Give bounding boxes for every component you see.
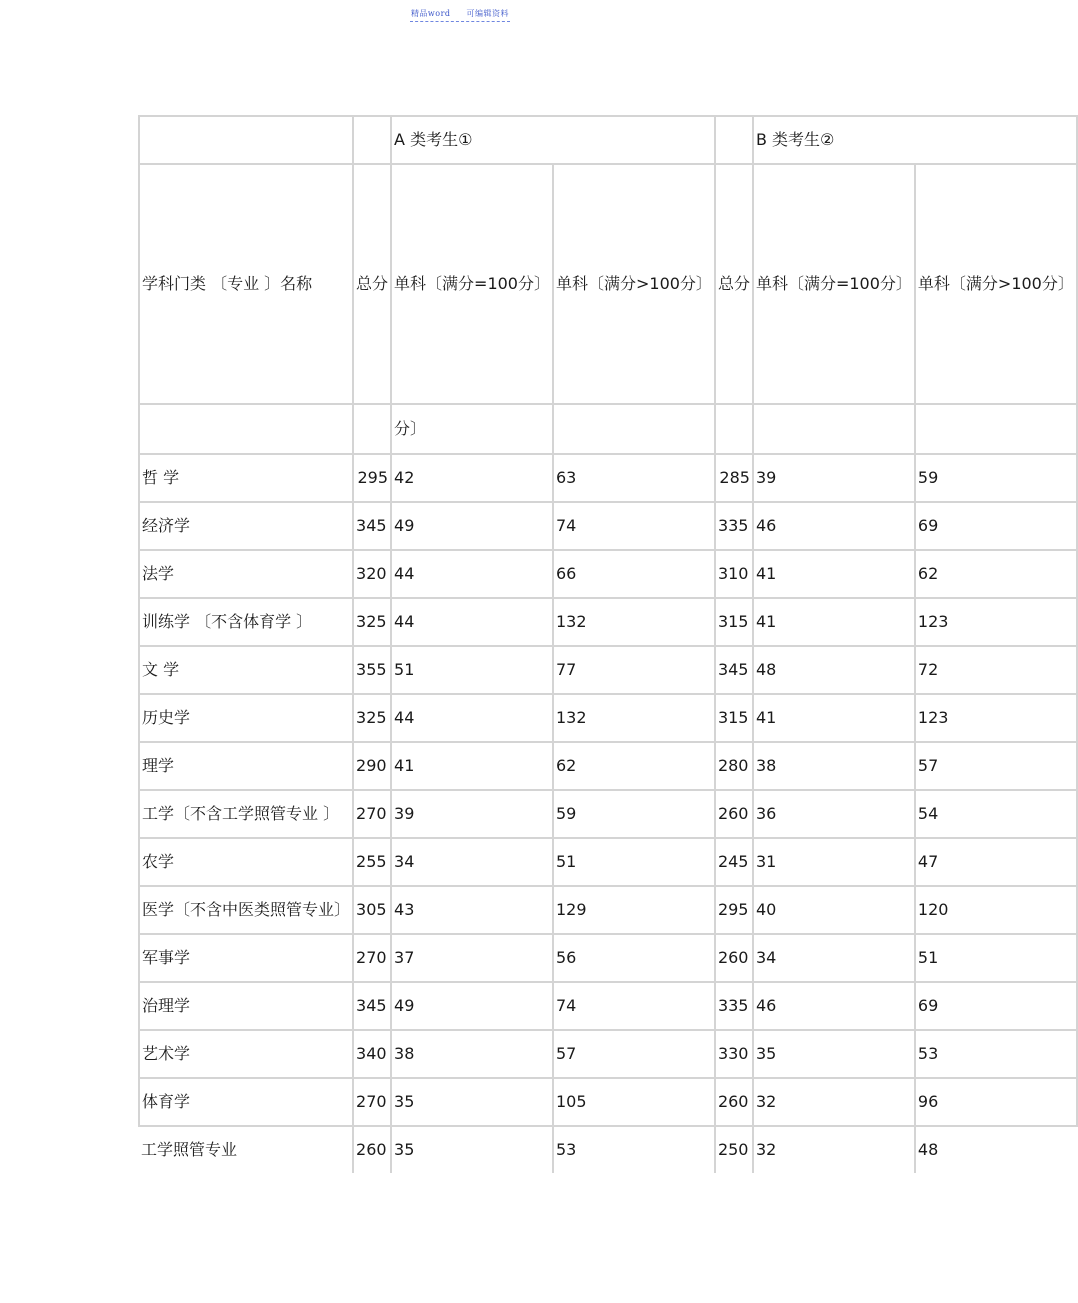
cell-b-single-gt100: 96 (915, 1078, 1077, 1126)
cell-a-single-gt100: 77 (553, 646, 715, 694)
cell-a-single-le100: 42 (391, 454, 553, 502)
header-blank-a-total (353, 116, 391, 164)
cell-a-total: 270 (353, 934, 391, 982)
cell-b-single-le100: 35 (753, 1030, 915, 1078)
cell-subject-name: 农学 (139, 838, 353, 886)
table-row (139, 454, 1077, 502)
cell-a-single-le100: 38 (391, 1030, 553, 1078)
header-a-total: 总分 (353, 164, 391, 404)
cell-a-single-le100: 51 (391, 646, 553, 694)
cell-b-single-le100: 31 (753, 838, 915, 886)
cell-subject-name: 哲 学 (139, 454, 353, 502)
spacer-cell (715, 404, 753, 454)
cell-a-single-gt100: 105 (553, 1078, 715, 1126)
cell-a-single-le100: 39 (391, 790, 553, 838)
spacer-cell (139, 404, 353, 454)
header-a-single-tail: 分〕 (391, 404, 553, 454)
header-subject-name: 学科门类 〔专业 〕名称 (139, 164, 353, 404)
table-row (139, 790, 1077, 838)
cell-b-single-gt100: 54 (915, 790, 1077, 838)
cell-b-single-gt100: 48 (915, 1126, 1077, 1173)
header-a-single-gt100: 单科〔满分>100分〕 (553, 164, 715, 404)
cell-a-total: 270 (353, 1078, 391, 1126)
table-body (139, 454, 1077, 1173)
table-row (139, 838, 1077, 886)
spacer-cell (353, 404, 391, 454)
cell-a-single-gt100: 59 (553, 790, 715, 838)
cell-a-single-le100: 44 (391, 598, 553, 646)
cell-b-single-le100: 32 (753, 1078, 915, 1126)
cell-b-total: 250 (715, 1126, 753, 1173)
cell-b-total: 285 (715, 454, 753, 502)
cell-b-single-gt100: 123 (915, 598, 1077, 646)
cell-subject-name: 经济学 (139, 502, 353, 550)
cell-a-total: 320 (353, 550, 391, 598)
table-row (139, 646, 1077, 694)
header-blank-name (139, 116, 353, 164)
cell-subject-name: 艺术学 (139, 1030, 353, 1078)
header-b-total: 总分 (715, 164, 753, 404)
table-row (139, 742, 1077, 790)
cell-b-single-gt100: 123 (915, 694, 1077, 742)
cell-b-total: 315 (715, 694, 753, 742)
header-blank-b-total (715, 116, 753, 164)
header-group-a: A 类考生① (391, 116, 715, 164)
cell-a-total: 325 (353, 694, 391, 742)
cell-b-single-le100: 48 (753, 646, 915, 694)
cell-a-single-gt100: 53 (553, 1126, 715, 1173)
cell-a-total: 255 (353, 838, 391, 886)
cell-b-single-le100: 38 (753, 742, 915, 790)
watermark (0, 8, 920, 19)
cell-subject-name: 治理学 (139, 982, 353, 1030)
cell-b-single-gt100: 72 (915, 646, 1077, 694)
cell-a-single-le100: 43 (391, 886, 553, 934)
cell-a-single-gt100: 129 (553, 886, 715, 934)
cell-a-single-gt100: 57 (553, 1030, 715, 1078)
cell-b-total: 260 (715, 934, 753, 982)
header-b-single-le100: 单科〔满分=100分〕 (753, 164, 915, 404)
cell-b-single-le100: 40 (753, 886, 915, 934)
watermark-right: 可编辑资料 (466, 9, 510, 18)
watermark-underline (410, 21, 510, 22)
cell-subject-name: 历史学 (139, 694, 353, 742)
spacer-cell (753, 404, 915, 454)
spacer-cell (915, 404, 1077, 454)
table-row (139, 982, 1077, 1030)
cell-b-single-gt100: 47 (915, 838, 1077, 886)
cell-a-total: 260 (353, 1126, 391, 1173)
table-row (139, 502, 1077, 550)
cell-b-total: 330 (715, 1030, 753, 1078)
table-row (139, 1078, 1077, 1126)
cell-subject-name: 工学〔不含工学照管专业 〕 (139, 790, 353, 838)
cell-b-total: 310 (715, 550, 753, 598)
cell-b-single-gt100: 51 (915, 934, 1077, 982)
cell-b-single-gt100: 69 (915, 502, 1077, 550)
cell-a-total: 270 (353, 790, 391, 838)
cell-a-total: 345 (353, 502, 391, 550)
cell-a-single-le100: 44 (391, 550, 553, 598)
cell-b-single-le100: 46 (753, 982, 915, 1030)
cell-a-single-gt100: 63 (553, 454, 715, 502)
cell-a-single-gt100: 66 (553, 550, 715, 598)
cell-a-single-gt100: 62 (553, 742, 715, 790)
cell-a-single-gt100: 74 (553, 502, 715, 550)
cell-subject-name: 体育学 (139, 1078, 353, 1126)
cell-a-single-le100: 49 (391, 982, 553, 1030)
cell-a-single-gt100: 56 (553, 934, 715, 982)
cell-subject-name: 理学 (139, 742, 353, 790)
cell-b-single-gt100: 59 (915, 454, 1077, 502)
watermark-left: 精品word (410, 9, 451, 18)
header-a-single-le100: 单科〔满分=100分〕 (391, 164, 553, 404)
cell-a-single-le100: 35 (391, 1078, 553, 1126)
header-row-spacer (139, 404, 1077, 454)
cell-b-single-le100: 41 (753, 694, 915, 742)
cell-b-single-le100: 41 (753, 550, 915, 598)
cell-b-single-le100: 36 (753, 790, 915, 838)
cell-a-single-gt100: 132 (553, 598, 715, 646)
cell-b-single-le100: 41 (753, 598, 915, 646)
cell-a-total: 325 (353, 598, 391, 646)
cell-subject-name: 军事学 (139, 934, 353, 982)
table-row (139, 694, 1077, 742)
table-row (139, 1030, 1077, 1078)
cell-a-single-gt100: 74 (553, 982, 715, 1030)
cell-a-total: 295 (353, 454, 391, 502)
cell-b-single-le100: 34 (753, 934, 915, 982)
cell-a-total: 340 (353, 1030, 391, 1078)
header-row-groups (139, 116, 1077, 164)
cell-b-total: 260 (715, 790, 753, 838)
table-row (139, 598, 1077, 646)
cell-b-total: 315 (715, 598, 753, 646)
cell-b-total: 280 (715, 742, 753, 790)
cell-subject-name: 法学 (139, 550, 353, 598)
cell-a-single-le100: 41 (391, 742, 553, 790)
cell-b-total: 295 (715, 886, 753, 934)
header-b-single-gt100: 单科〔满分>100分〕 (915, 164, 1077, 404)
cell-a-single-le100: 37 (391, 934, 553, 982)
header-group-b: B 类考生② (753, 116, 1077, 164)
cell-b-single-gt100: 53 (915, 1030, 1077, 1078)
cell-b-single-le100: 39 (753, 454, 915, 502)
cell-a-total: 345 (353, 982, 391, 1030)
table-row (139, 1126, 1077, 1173)
cell-subject-name: 文 学 (139, 646, 353, 694)
cell-b-single-gt100: 69 (915, 982, 1077, 1030)
cell-a-single-le100: 34 (391, 838, 553, 886)
cell-b-total: 335 (715, 982, 753, 1030)
cell-a-total: 305 (353, 886, 391, 934)
table-row (139, 886, 1077, 934)
cell-a-total: 290 (353, 742, 391, 790)
cell-a-single-gt100: 51 (553, 838, 715, 886)
cell-b-single-le100: 32 (753, 1126, 915, 1173)
header-row-columns (139, 164, 1077, 404)
cell-a-single-le100: 35 (391, 1126, 553, 1173)
cell-subject-name: 工学照管专业 (139, 1126, 353, 1173)
cell-b-single-gt100: 62 (915, 550, 1077, 598)
cell-subject-name: 训练学 〔不含体育学 〕 (139, 598, 353, 646)
score-table (138, 115, 1078, 1173)
cell-b-single-gt100: 120 (915, 886, 1077, 934)
cell-b-single-gt100: 57 (915, 742, 1077, 790)
cell-b-single-le100: 46 (753, 502, 915, 550)
table-row (139, 934, 1077, 982)
cell-a-single-le100: 49 (391, 502, 553, 550)
cell-b-total: 260 (715, 1078, 753, 1126)
cell-a-single-gt100: 132 (553, 694, 715, 742)
cell-b-total: 345 (715, 646, 753, 694)
table-row (139, 550, 1077, 598)
cell-b-total: 245 (715, 838, 753, 886)
cell-subject-name: 医学〔不含中医类照管专业〕 (139, 886, 353, 934)
spacer-cell (553, 404, 715, 454)
cell-a-single-le100: 44 (391, 694, 553, 742)
cell-b-total: 335 (715, 502, 753, 550)
cell-a-total: 355 (353, 646, 391, 694)
